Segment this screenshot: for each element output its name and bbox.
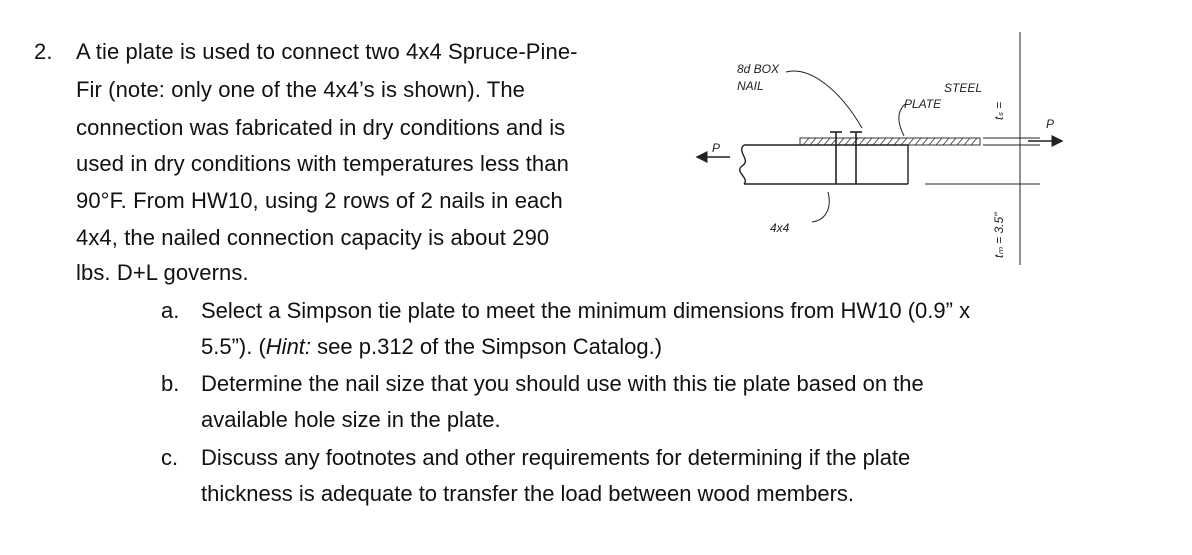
subpart-b-line-2: available hole size in the plate. [201, 407, 501, 432]
plate-label-line-1: STEEL [944, 81, 983, 95]
nail-label-line-1: 8d BOX [737, 62, 780, 76]
nail-label-line-2: NAIL [737, 79, 764, 93]
plate-label-line-2: PLATE [904, 97, 942, 111]
question-number: 2. [34, 39, 53, 64]
dimension-line [1013, 32, 1027, 265]
nail-leader [786, 71, 862, 128]
subpart-b-letter: b. [161, 371, 180, 396]
dim-label-plate: tₛ = [992, 101, 1006, 120]
steel-plate [800, 138, 980, 145]
load-label-left: P [712, 141, 721, 155]
question-line-5: 90°F. From HW10, using 2 rows of 2 nails in each [76, 188, 563, 213]
question-line-7: lbs. D+L governs. [76, 260, 249, 285]
question-line-4: used in dry conditions with temperatures less than [76, 151, 569, 176]
question-line-1: A tie plate is used to connect two 4x4 Spruce-Pine- [76, 39, 578, 64]
member-label: 4x4 [770, 221, 790, 235]
wood-member-4x4 [740, 145, 908, 184]
hint-emphasis: Hint: [265, 334, 312, 359]
subpart-a-letter: a. [161, 298, 180, 323]
subpart-c-line-1: Discuss any footnotes and other requirements for determining if the plate [201, 445, 911, 470]
question-line-2: Fir (note: only one of the 4x4’s is shown). The [76, 77, 526, 102]
nails [830, 132, 862, 184]
question-line-6: 4x4, the nailed connection capacity is about 290 [76, 225, 550, 250]
dim-label-member: tₘ = 3.5" [992, 212, 1006, 258]
load-label-right: P [1046, 117, 1055, 131]
member-leader [812, 192, 829, 222]
subpart-a-line-1: Select a Simpson tie plate to meet the minimum dimensions from HW10 (0.9” x [201, 298, 971, 323]
subpart-c-line-2: thickness is adequate to transfer the load between wood members. [201, 481, 855, 506]
subpart-b-line-1: Determine the nail size that you should use with this tie plate based on the [201, 371, 924, 396]
subpart-c-letter: c. [161, 445, 179, 470]
question-line-3: connection was fabricated in dry conditions and is [76, 115, 566, 140]
subpart-a-line-2: 5.5”). (Hint: see p.312 of the Simpson Catalog.) [201, 334, 663, 359]
